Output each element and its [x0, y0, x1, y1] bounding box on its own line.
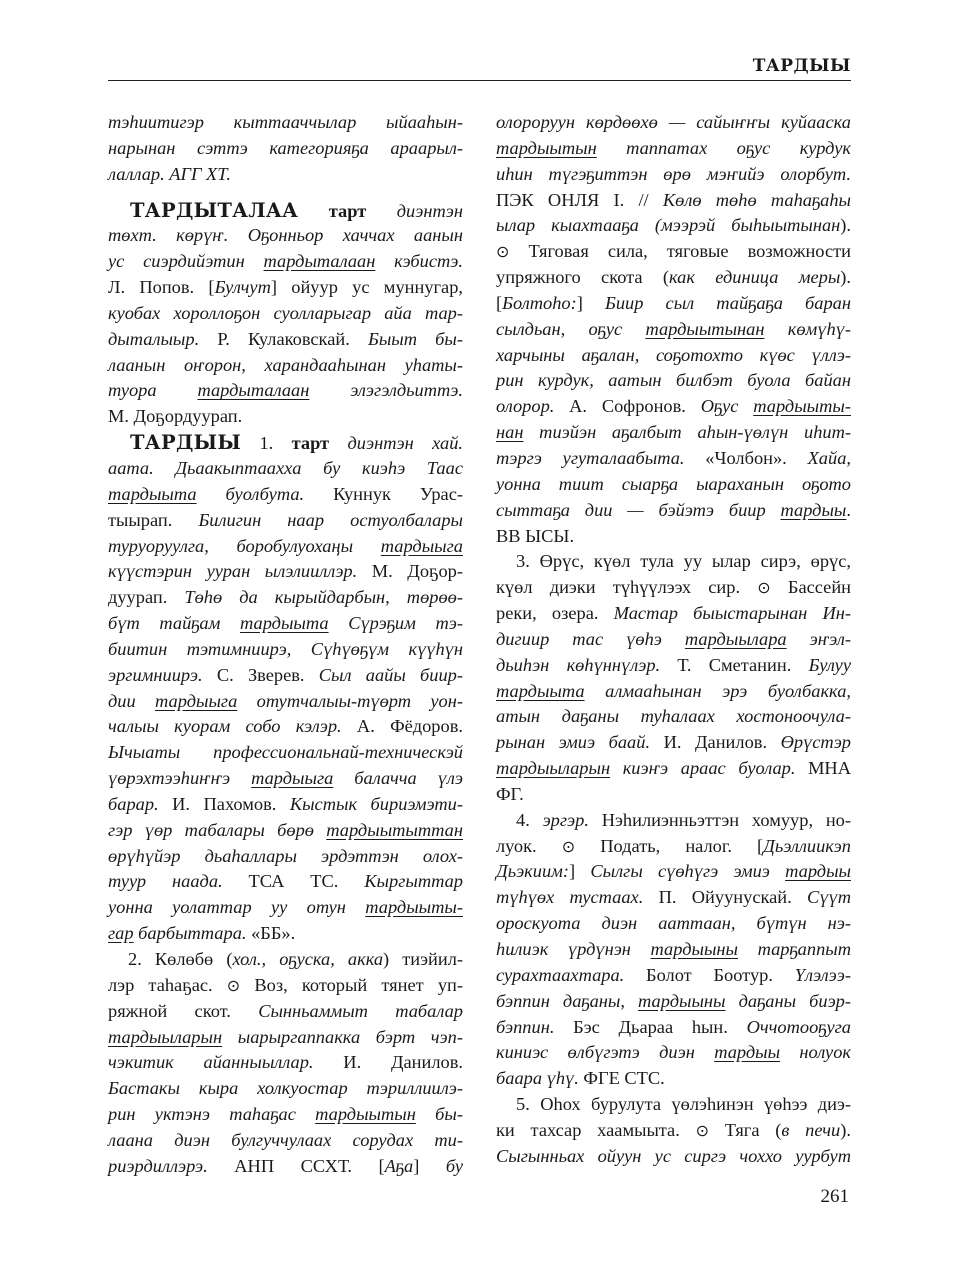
- left-column: [108, 110, 463, 1180]
- text-line: Л. Попов. [Булчут] ойуур ус муннугар,: [108, 277, 464, 298]
- text-line: Сыгынньах ойуун ус сиргэ чоххо уурбут: [496, 1145, 851, 1166]
- text-line: ⊙ Тяговая сила, тяговые возможности: [496, 241, 851, 262]
- text-line: аата. Дьаакыптааххa бу киэһэ Таас: [108, 457, 463, 478]
- text-line: реки, озера. Мастар быыстарынан Ин-: [496, 603, 851, 624]
- headword: ТАРДЫТАЛАА: [130, 198, 299, 222]
- text-line: нарынан сэттэ категорияҕа араарыл-: [108, 137, 463, 158]
- text-line: Бастакы кыра холкуостар тэриллиилэ-: [108, 1078, 463, 1099]
- text-line: чалыы куорам собо кэлэр. А. Фёдоров.: [108, 716, 463, 737]
- text-line: биитин тэтимниирэ, Сүһүөҕүм күүһүн: [108, 638, 463, 659]
- text-line: тардыыларын ыарыргаппакка бэрт чэп-: [108, 1026, 463, 1047]
- text-line: бүт тайҕам тардыыта Сүрэҕим тэ-: [108, 613, 463, 634]
- text-line: туур наада. ТСА ТС. Кыргыттар: [108, 871, 463, 892]
- text-line: ки тахсар хаамыыта. ⊙ Тяга (в печи).: [496, 1119, 851, 1140]
- text-line: Дьэкиим:] Сылгы сүөһүгэ эмиэ тардыы: [496, 861, 851, 882]
- text-line: бэппин даҕаны, тардыыны даҕаны биэр-: [496, 990, 851, 1011]
- text-line: күүстэрин ууран ылэлииллэр. М. Доҕор-: [108, 561, 464, 582]
- text-line: ПЭК ОНЛЯ I. // Көлө төһө таһаҕаһы: [496, 189, 851, 210]
- sense-4: 4. эргэр. Нэһилиэнньэттэн хомуур, но-: [516, 809, 851, 830]
- text-line: үөрэхтээһиҥҥэ тардыыга балачча үлэ: [108, 768, 463, 789]
- headword: ТАРДЫЫ: [130, 431, 242, 455]
- text-line: ВВ ЫСЫ.: [496, 525, 575, 546]
- text-line: гар барбыттара. «ББ».: [108, 923, 296, 944]
- text-line: туора тардыталаан элэгэлдьиттэ.: [108, 380, 463, 401]
- text-line: эргимниирэ. С. Зверев. Сыл аайы биир-: [108, 664, 464, 685]
- text-line: уонна уолаттар уу отун тардыыты-: [108, 897, 463, 918]
- text-line: сыттаҕа дии — бэйэтэ биир тардыы.: [496, 499, 851, 520]
- running-head-title: ТАРДЫЫ: [752, 56, 851, 76]
- russian-equivalent-icon: ⊙: [757, 578, 771, 598]
- text-line: һилиэк үрдүнэн тардыыны тарҕаппыт: [496, 939, 851, 959]
- text-line: дьиһэн көһүннүлэр. Т. Сметанин. Булуу: [496, 654, 851, 675]
- text-line: упряжного скота (как единица меры).: [496, 267, 852, 288]
- text-line: тардыыта буолбута. Куннук Ураc-: [108, 483, 463, 504]
- sense-3: 3. Өрүс, күөл тула уу ылар сирэ, өрүс,: [516, 551, 851, 572]
- entry-tardytalaa: ТАРДЫТАЛАА тарт диэнтэн: [130, 198, 463, 222]
- text-line: олорор. А. Софронов. Оҕус тардыыты-: [496, 396, 851, 417]
- text-line: киниэс өлбүгэтэ диэн тардыы нолуок: [496, 1042, 851, 1063]
- text-line: ФГ.: [496, 783, 524, 804]
- page-number: 261: [820, 1186, 849, 1207]
- text-line: тэһиитигэр кыттааччылар ыйааһын-: [108, 112, 463, 132]
- text-line: лэр таһаҕас. ⊙ Воз, который тянет уп-: [108, 974, 464, 995]
- text-line: күөл диэки түһүүлээх сир. ⊙ Бассейн: [496, 577, 851, 598]
- text-line: бэппин. Бэс Дьараа һын. Оччотооҕуга: [496, 1016, 851, 1037]
- sense-2: 2. Көлөбө (хол., оҕуска, акка) тиэйил-: [128, 949, 464, 969]
- text-line: тардыыта алмааһынан эрэ буолбакка,: [496, 680, 851, 701]
- sense-5: 5. Оһох бурулута үөлэһинэн үөһээ диэ-: [516, 1094, 851, 1115]
- text-line: ылар кыахтааҕа (мээрэй быһыытынан).: [496, 215, 852, 236]
- text-line: чэкитик айанныыллар. И. Данилов.: [108, 1052, 463, 1073]
- russian-equivalent-icon: ⊙: [496, 242, 510, 262]
- text-line: туруоруулга, боробулуохаңы тардыыга: [108, 535, 463, 556]
- text-line: баара үһү. ФГЕ СТС.: [496, 1068, 665, 1089]
- text-line: дии тардыыга отутчалыы-түөрт уон-: [108, 690, 463, 711]
- text-line: дыталыыр. Р. Кулаковскай. Быыт бы-: [108, 328, 464, 349]
- text-line: лаллар. АГГ ХТ.: [108, 163, 231, 184]
- right-column: [496, 110, 851, 1170]
- text-line: ряжной скот. Сынньаммыт табалар: [108, 1000, 463, 1021]
- text-line: рин курдук, аатын билбэт буола байан: [496, 370, 851, 391]
- text-line: олороруун көрдөөхө — сайыҥҥы куйааска: [496, 112, 851, 132]
- text-line: өрүһүйэр дьаһаллары эрдэттэн олох-: [108, 845, 463, 866]
- running-header: [108, 52, 851, 81]
- text-line: иһин түгэҕиттэн өрө мэҥийэ олорбут.: [496, 163, 851, 184]
- text-line: гэр үөр табалары бөрө тардыытыттан: [108, 819, 463, 840]
- text-line: лаанын оҥорон, харандааһынан уһаты-: [108, 354, 463, 375]
- entry-tardyy: ТАРДЫЫ 1. тарт диэнтэн хай.: [130, 431, 463, 455]
- text-line: дигиир тас үөһэ тардыылара эҥэл-: [496, 628, 851, 649]
- text-line: сурахтаахтара. Болот Боотур. Үлэлээ-: [496, 964, 851, 985]
- text-line: дуурап. Төһө да кырыйдарбын, төрөө-: [108, 587, 463, 608]
- russian-equivalent-icon: ⊙: [561, 836, 576, 856]
- text-line: тардыытын таппатах оҕус курдук: [496, 137, 851, 158]
- text-line: рынан эмиэ баай. И. Данилов. Өрүстэр: [496, 732, 851, 753]
- russian-equivalent-icon: ⊙: [695, 1120, 710, 1140]
- text-line: рин уктэнэ таһаҕас тардыытын бы-: [108, 1104, 463, 1125]
- text-line: луок. ⊙ Подать, налог. [Дьэллиикэп: [496, 835, 851, 856]
- text-line: [Болтоһо:] Биир сыл тайҕаҕа баран: [496, 292, 851, 313]
- text-line: нан тиэйэн аҕалбыт аһын-үөлүн иһит-: [496, 422, 851, 443]
- text-line: тыырап. Билигин наар остуолбалары: [108, 509, 464, 530]
- text-line: риэрдиллэрэ. АНП ССХТ. [Аҕа] бу: [108, 1155, 463, 1176]
- text-line: ороскуота диэн ааттаан, бүтүн нэ-: [496, 913, 851, 934]
- text-line: атын даҕаны туһалаах хостоноочула-: [496, 706, 851, 727]
- russian-equivalent-icon: ⊙: [226, 975, 241, 995]
- text-line: тэргэ угуталаабыта. «Чолбон». Хайа,: [496, 447, 851, 468]
- text-line: куобах хороллоҕон суолларыгар айа тар-: [108, 302, 463, 323]
- text-line: лаана диэн булгуччулаах сорудах ти-: [108, 1129, 463, 1150]
- text-line: ус сиэрдийэтин тардыталаан кэбистэ.: [108, 251, 463, 272]
- text-line: төхт. көрүҥ. Оҕонньор хаччах аанын: [108, 225, 463, 246]
- text-line: Ычыаты профессиональнай-техническэй: [108, 742, 463, 763]
- text-line: түһүөх тустаах. П. Ойуунускай. Сүүт: [496, 887, 851, 908]
- text-line: М. Доҕордуурап.: [108, 406, 243, 427]
- text-line: сылдьан, оҕус тардыытынан көмүһү-: [496, 318, 851, 339]
- text-line: харчыны аҕалан, соҕотохто күөс үллэ-: [496, 344, 851, 365]
- text-line: уонна тиит сыарҕа ыараханын оҕото: [496, 473, 851, 494]
- text-line: барар. И. Пахомов. Кыстык бириэмэти-: [108, 793, 463, 814]
- text-line: тардыыларын киэҥэ араас буолар. МНА: [496, 758, 851, 779]
